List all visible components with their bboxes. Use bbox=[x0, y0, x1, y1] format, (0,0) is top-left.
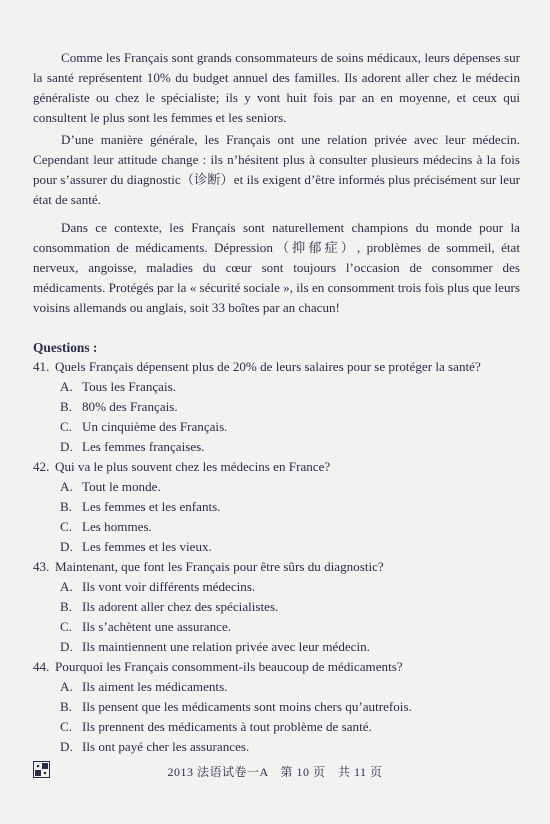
option-text: 80% des Français. bbox=[82, 399, 178, 414]
option-letter: A. bbox=[60, 379, 73, 394]
question-number: 42. bbox=[33, 459, 50, 474]
option-text: Les femmes françaises. bbox=[82, 439, 205, 454]
question-number: 43. bbox=[33, 559, 50, 574]
option-letter: C. bbox=[60, 719, 73, 734]
questions-list bbox=[33, 357, 533, 757]
option-text: Les femmes et les vieux. bbox=[82, 539, 212, 554]
option-letter: A. bbox=[60, 679, 73, 694]
reading-paragraph-3: Dans ce contexte, les Français sont naturellement champions du monde pour la consommation de médicaments. Dépression（抑郁症）, problèmes de sommeil, état nerveux, angoisse, maladies du cœur sont toujours l’occasion de consommer des médicaments. Protégés par la « sécurité sociale », ils en consomment trois fois plus que leurs voisins allemands ou anglais, soit 33 boîtes par an chacun! bbox=[33, 220, 520, 315]
option-text: Les femmes et les enfants. bbox=[82, 499, 221, 514]
option-text: Un cinquième des Français. bbox=[82, 419, 228, 434]
option-letter: B. bbox=[60, 399, 73, 414]
question-44 bbox=[33, 657, 533, 677]
option-44-c bbox=[33, 717, 533, 737]
option-letter: A. bbox=[60, 479, 73, 494]
option-letter: B. bbox=[60, 699, 73, 714]
option-42-d bbox=[33, 537, 533, 557]
question-number: 41. bbox=[33, 359, 50, 374]
questions-heading: Questions : bbox=[33, 340, 98, 355]
option-text: Ils adorent aller chez des spécialistes. bbox=[82, 599, 279, 614]
option-letter: A. bbox=[60, 579, 73, 594]
option-text: Ils ont payé cher les assurances. bbox=[82, 739, 250, 754]
option-43-a bbox=[33, 577, 533, 597]
question-42 bbox=[33, 457, 533, 477]
option-letter: C. bbox=[60, 519, 73, 534]
option-text: Ils pensent que les médicaments sont moins chers qu’autrefois. bbox=[82, 699, 412, 714]
question-41 bbox=[33, 357, 533, 377]
page-footer: 2013 法语试卷一A 第 10 页 共 11 页 bbox=[167, 765, 383, 779]
option-letter: D. bbox=[60, 739, 73, 754]
option-letter: C. bbox=[60, 619, 73, 634]
option-43-d bbox=[33, 637, 533, 657]
option-41-b bbox=[33, 397, 533, 417]
option-44-a bbox=[33, 677, 533, 697]
option-text: Ils vont voir différents médecins. bbox=[82, 579, 256, 594]
option-43-b bbox=[33, 597, 533, 617]
option-letter: D. bbox=[60, 539, 73, 554]
option-44-d bbox=[33, 737, 533, 757]
reading-paragraph-1: Comme les Français sont grands consommateurs de soins médicaux, leurs dépenses sur la santé représentent 10% du budget annuel des familles. Ils adorent aller chez le médecin généraliste ou chez le spécialiste; ils y vont huit fois par an en moyenne, et ceux qui consultent le plus sont les femmes et les seniors. bbox=[33, 50, 520, 125]
option-42-a bbox=[33, 477, 533, 497]
option-text: Tous les Français. bbox=[82, 379, 176, 394]
question-text: Maintenant, que font les Français pour être sûrs du diagnostic? bbox=[55, 559, 384, 574]
option-text: Ils prennent des médicaments à tout problème de santé. bbox=[82, 719, 372, 734]
option-letter: D. bbox=[60, 639, 73, 654]
option-text: Les hommes. bbox=[82, 519, 152, 534]
option-43-c bbox=[33, 617, 533, 637]
option-41-a bbox=[33, 377, 533, 397]
question-43 bbox=[33, 557, 533, 577]
option-44-b bbox=[33, 697, 533, 717]
question-text: Quels Français dépensent plus de 20% de leurs salaires pour se protéger la santé? bbox=[55, 359, 481, 374]
reading-paragraph-2: D’une manière générale, les Français ont une relation privée avec leur médecin. Cependant leur attitude change : ils n’hésitent plus à consulter plusieurs médecins à la fois pour s’assurer du diagnostic（诊断）et ils exigent d’être informés plus précisément sur leur état de santé. bbox=[33, 132, 520, 207]
option-text: Tout le monde. bbox=[82, 479, 161, 494]
option-text: Ils aiment les médicaments. bbox=[82, 679, 228, 694]
option-letter: C. bbox=[60, 419, 73, 434]
question-text: Qui va le plus souvent chez les médecins en France? bbox=[55, 459, 331, 474]
option-42-c bbox=[33, 517, 533, 537]
option-42-b bbox=[33, 497, 533, 517]
option-41-c bbox=[33, 417, 533, 437]
option-letter: B. bbox=[60, 599, 73, 614]
option-41-d bbox=[33, 437, 533, 457]
option-text: Ils maintiennent une relation privée avec leur médecin. bbox=[82, 639, 370, 654]
question-number: 44. bbox=[33, 659, 50, 674]
option-letter: B. bbox=[60, 499, 73, 514]
question-text: Pourquoi les Français consomment-ils beaucoup de médicaments? bbox=[55, 659, 403, 674]
option-letter: D. bbox=[60, 439, 73, 454]
option-text: Ils s’achètent une assurance. bbox=[82, 619, 232, 634]
